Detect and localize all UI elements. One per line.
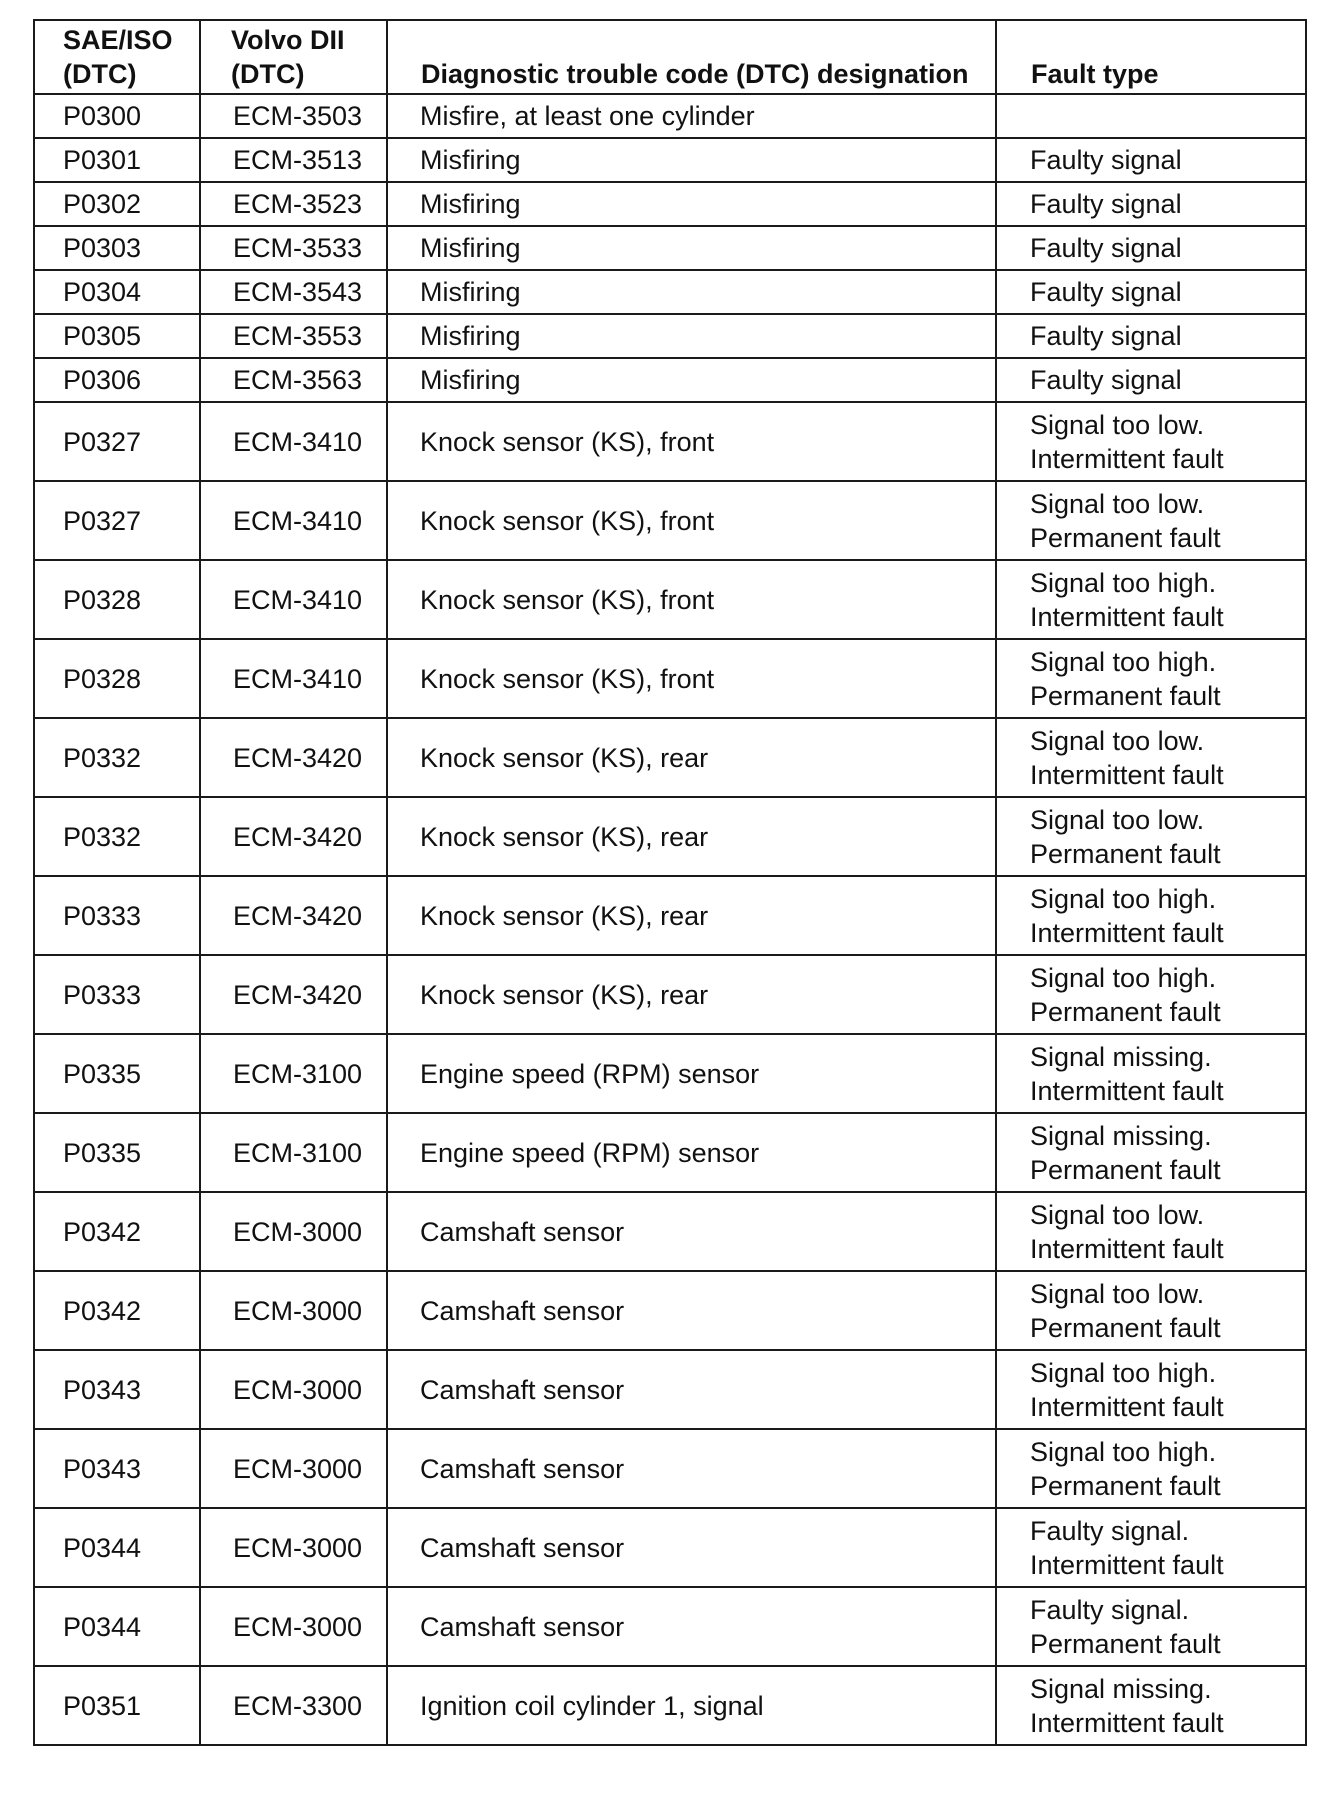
table-row [34, 138, 1306, 182]
table-row [34, 1508, 1306, 1587]
sae-iso-code-cell: P0332 [34, 797, 200, 876]
sae-iso-code-cell: P0333 [34, 955, 200, 1034]
volvo-dii-code-cell: ECM-3000 [200, 1271, 387, 1350]
sae-iso-code-cell: P0305 [34, 314, 200, 358]
sae-iso-code-cell: P0335 [34, 1113, 200, 1192]
sae-iso-code-cell: P0343 [34, 1429, 200, 1508]
fault-type-cell [996, 1350, 1306, 1429]
fault-type-line: Permanent fault [1030, 1470, 1221, 1501]
header-sae-iso [34, 20, 200, 94]
table-row [34, 94, 1306, 138]
header-volvo-dii-line-2: (DTC) [231, 59, 305, 89]
designation-cell: Misfiring [387, 358, 996, 402]
fault-type-line: Signal missing. [1030, 1120, 1212, 1151]
volvo-dii-code-cell: ECM-3000 [200, 1587, 387, 1666]
designation-cell: Knock sensor (KS), front [387, 402, 996, 481]
table-row [34, 182, 1306, 226]
volvo-dii-code-cell: ECM-3410 [200, 402, 387, 481]
fault-type-cell [996, 560, 1306, 639]
header-volvo-dii [200, 20, 387, 94]
fault-type-line: Faulty signal. [1030, 1594, 1190, 1625]
fault-type-cell [996, 797, 1306, 876]
volvo-dii-code-cell: ECM-3000 [200, 1508, 387, 1587]
table-row [34, 1113, 1306, 1192]
fault-type-cell [996, 718, 1306, 797]
fault-type-line: Permanent fault [1030, 522, 1221, 553]
designation-cell: Engine speed (RPM) sensor [387, 1034, 996, 1113]
fault-type-cell [996, 1508, 1306, 1587]
table-row [34, 560, 1306, 639]
fault-type-line: Intermittent fault [1030, 1233, 1224, 1264]
sae-iso-code-cell: P0306 [34, 358, 200, 402]
fault-type-line: Permanent fault [1030, 680, 1221, 711]
table-header [34, 20, 1306, 94]
sae-iso-code-cell: P0343 [34, 1350, 200, 1429]
header-fault-type: Fault type [996, 20, 1306, 94]
table-row [34, 270, 1306, 314]
designation-cell: Camshaft sensor [387, 1508, 996, 1587]
designation-cell: Knock sensor (KS), front [387, 481, 996, 560]
designation-cell: Camshaft sensor [387, 1192, 996, 1271]
designation-cell: Ignition coil cylinder 1, signal [387, 1666, 996, 1745]
table-row [34, 1271, 1306, 1350]
table-row [34, 1429, 1306, 1508]
fault-type-line: Signal too high. [1030, 646, 1217, 677]
sae-iso-code-cell: P0303 [34, 226, 200, 270]
fault-type-cell [996, 270, 1306, 314]
table-row [34, 226, 1306, 270]
volvo-dii-code-cell: ECM-3420 [200, 876, 387, 955]
table-row [34, 1587, 1306, 1666]
volvo-dii-code-cell: ECM-3410 [200, 560, 387, 639]
fault-type-cell [996, 402, 1306, 481]
fault-type-line: Signal too low. [1030, 488, 1205, 519]
fault-type-line: Faulty signal [1030, 277, 1182, 307]
fault-type-line: Signal too high. [1030, 962, 1217, 993]
fault-type-cell [996, 358, 1306, 402]
fault-type-line: Intermittent fault [1030, 917, 1224, 948]
sae-iso-code-cell: P0304 [34, 270, 200, 314]
sae-iso-code-cell: P0302 [34, 182, 200, 226]
fault-type-cell [996, 226, 1306, 270]
sae-iso-code-cell: P0328 [34, 560, 200, 639]
volvo-dii-code-cell: ECM-3410 [200, 639, 387, 718]
fault-type-cell [996, 1587, 1306, 1666]
table-row [34, 639, 1306, 718]
fault-type-line: Intermittent fault [1030, 601, 1224, 632]
table-row [34, 481, 1306, 560]
fault-type-line: Intermittent fault [1030, 1075, 1224, 1106]
sae-iso-code-cell: P0301 [34, 138, 200, 182]
document-page [33, 19, 1305, 1746]
sae-iso-code-cell: P0342 [34, 1192, 200, 1271]
table-body [34, 94, 1306, 1745]
fault-type-cell [996, 1192, 1306, 1271]
volvo-dii-code-cell: ECM-3000 [200, 1192, 387, 1271]
table-row [34, 358, 1306, 402]
fault-type-line: Signal too low. [1030, 409, 1205, 440]
sae-iso-code-cell: P0332 [34, 718, 200, 797]
volvo-dii-code-cell: ECM-3420 [200, 718, 387, 797]
fault-type-line: Signal missing. [1030, 1673, 1212, 1704]
fault-type-line: Permanent fault [1030, 1154, 1221, 1185]
fault-type-cell [996, 1429, 1306, 1508]
designation-cell: Misfire, at least one cylinder [387, 94, 996, 138]
table-row [34, 1350, 1306, 1429]
fault-type-cell [996, 955, 1306, 1034]
fault-type-line: Faulty signal [1030, 321, 1182, 351]
header-sae-iso-line-1: SAE/ISO [63, 25, 173, 55]
designation-cell: Knock sensor (KS), rear [387, 876, 996, 955]
fault-type-line: Signal too low. [1030, 804, 1205, 835]
fault-type-line: Signal too high. [1030, 567, 1217, 598]
fault-type-cell [996, 94, 1306, 138]
table-row [34, 718, 1306, 797]
fault-type-line: Faulty signal [1030, 189, 1182, 219]
volvo-dii-code-cell: ECM-3000 [200, 1350, 387, 1429]
sae-iso-code-cell: P0335 [34, 1034, 200, 1113]
fault-type-line: Permanent fault [1030, 838, 1221, 869]
designation-cell: Misfiring [387, 270, 996, 314]
designation-cell: Knock sensor (KS), front [387, 560, 996, 639]
fault-type-cell [996, 182, 1306, 226]
designation-cell: Knock sensor (KS), rear [387, 955, 996, 1034]
fault-type-line: Permanent fault [1030, 1628, 1221, 1659]
volvo-dii-code-cell: ECM-3100 [200, 1034, 387, 1113]
header-designation: Diagnostic trouble code (DTC) designation [387, 20, 996, 94]
fault-type-line: Signal too low. [1030, 725, 1205, 756]
table-row [34, 402, 1306, 481]
sae-iso-code-cell: P0328 [34, 639, 200, 718]
volvo-dii-code-cell: ECM-3503 [200, 94, 387, 138]
volvo-dii-code-cell: ECM-3300 [200, 1666, 387, 1745]
sae-iso-code-cell: P0344 [34, 1587, 200, 1666]
sae-iso-code-cell: P0300 [34, 94, 200, 138]
table-row [34, 1666, 1306, 1745]
sae-iso-code-cell: P0344 [34, 1508, 200, 1587]
sae-iso-code-cell: P0333 [34, 876, 200, 955]
designation-cell: Misfiring [387, 138, 996, 182]
fault-type-line: Faulty signal [1030, 365, 1182, 395]
volvo-dii-code-cell: ECM-3543 [200, 270, 387, 314]
volvo-dii-code-cell: ECM-3000 [200, 1429, 387, 1508]
designation-cell: Misfiring [387, 226, 996, 270]
fault-type-line: Intermittent fault [1030, 1707, 1224, 1738]
header-row [34, 20, 1306, 94]
volvo-dii-code-cell: ECM-3513 [200, 138, 387, 182]
volvo-dii-code-cell: ECM-3420 [200, 955, 387, 1034]
table-row [34, 1034, 1306, 1113]
fault-type-line: Faulty signal [1030, 145, 1182, 175]
designation-cell: Engine speed (RPM) sensor [387, 1113, 996, 1192]
fault-type-cell [996, 639, 1306, 718]
table-row [34, 1192, 1306, 1271]
fault-type-line: Signal too high. [1030, 1436, 1217, 1467]
fault-type-line: Faulty signal [1030, 233, 1182, 263]
fault-type-cell [996, 1666, 1306, 1745]
fault-type-line: Signal too high. [1030, 883, 1217, 914]
designation-cell: Camshaft sensor [387, 1587, 996, 1666]
fault-type-line: Permanent fault [1030, 996, 1221, 1027]
fault-type-line: Faulty signal. [1030, 1515, 1190, 1546]
designation-cell: Misfiring [387, 314, 996, 358]
designation-cell: Camshaft sensor [387, 1429, 996, 1508]
sae-iso-code-cell: P0327 [34, 402, 200, 481]
volvo-dii-code-cell: ECM-3563 [200, 358, 387, 402]
header-sae-iso-line-2: (DTC) [63, 59, 137, 89]
designation-cell: Camshaft sensor [387, 1271, 996, 1350]
designation-cell: Misfiring [387, 182, 996, 226]
table-row [34, 955, 1306, 1034]
volvo-dii-code-cell: ECM-3533 [200, 226, 387, 270]
fault-type-cell [996, 1271, 1306, 1350]
dtc-table [33, 19, 1307, 1746]
header-volvo-dii-line-1: Volvo DII [231, 25, 345, 55]
fault-type-cell [996, 481, 1306, 560]
table-row [34, 314, 1306, 358]
volvo-dii-code-cell: ECM-3420 [200, 797, 387, 876]
designation-cell: Knock sensor (KS), rear [387, 797, 996, 876]
fault-type-line: Signal too high. [1030, 1357, 1217, 1388]
designation-cell: Knock sensor (KS), rear [387, 718, 996, 797]
fault-type-line: Intermittent fault [1030, 443, 1224, 474]
fault-type-cell [996, 314, 1306, 358]
volvo-dii-code-cell: ECM-3100 [200, 1113, 387, 1192]
fault-type-line: Intermittent fault [1030, 1549, 1224, 1580]
fault-type-line: Permanent fault [1030, 1312, 1221, 1343]
fault-type-line: Signal too low. [1030, 1278, 1205, 1309]
fault-type-line: Signal too low. [1030, 1199, 1205, 1230]
fault-type-cell [996, 876, 1306, 955]
table-row [34, 797, 1306, 876]
sae-iso-code-cell: P0351 [34, 1666, 200, 1745]
sae-iso-code-cell: P0327 [34, 481, 200, 560]
fault-type-line: Signal missing. [1030, 1041, 1212, 1072]
designation-cell: Knock sensor (KS), front [387, 639, 996, 718]
sae-iso-code-cell: P0342 [34, 1271, 200, 1350]
fault-type-cell [996, 1034, 1306, 1113]
table-row [34, 876, 1306, 955]
fault-type-line: Intermittent fault [1030, 1391, 1224, 1422]
fault-type-cell [996, 138, 1306, 182]
fault-type-cell [996, 1113, 1306, 1192]
volvo-dii-code-cell: ECM-3410 [200, 481, 387, 560]
volvo-dii-code-cell: ECM-3553 [200, 314, 387, 358]
fault-type-line: Intermittent fault [1030, 759, 1224, 790]
volvo-dii-code-cell: ECM-3523 [200, 182, 387, 226]
designation-cell: Camshaft sensor [387, 1350, 996, 1429]
